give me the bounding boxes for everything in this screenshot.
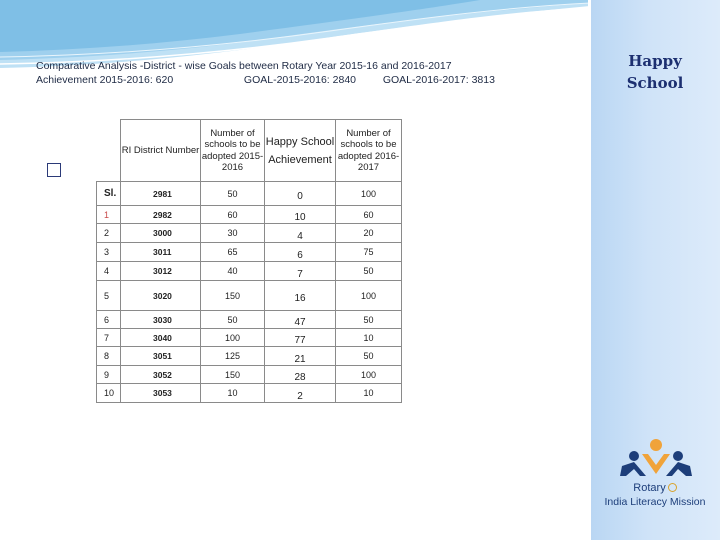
row-serial: 4 — [97, 262, 121, 281]
header-schools-2016: Number of schools to be adopted 2016-2017 — [336, 120, 402, 182]
rotary-wordmark — [594, 482, 716, 494]
row-district: 3040 — [121, 329, 201, 347]
table-row — [97, 347, 402, 366]
row-district: 3053 — [121, 384, 201, 403]
panel-title-line1: Happy — [628, 52, 682, 70]
rotary-label: Rotary — [633, 482, 666, 494]
row-serial: 5 — [97, 281, 121, 311]
heading-goals-line — [36, 73, 495, 87]
row-serial: 7 — [97, 329, 121, 347]
row-goal-2015: 60 — [201, 206, 265, 224]
district-goals-table-container — [96, 119, 401, 402]
row-goal-2016: 10 — [336, 384, 402, 403]
row-district: 3000 — [121, 224, 201, 243]
row-serial: 9 — [97, 366, 121, 384]
row-goal-2015: 30 — [201, 224, 265, 243]
row-goal-2015: 65 — [201, 243, 265, 262]
panel-divider — [588, 0, 591, 540]
district-goals-table — [96, 119, 402, 403]
row-goal-2015: 50 — [201, 311, 265, 329]
literacy-mission-figures-icon — [616, 438, 696, 482]
row-serial: 6 — [97, 311, 121, 329]
table-row — [97, 182, 402, 206]
row-achievement: 77 — [265, 329, 336, 347]
row-goal-2016: 60 — [336, 206, 402, 224]
row-district: 3051 — [121, 347, 201, 366]
row-achievement: 47 — [265, 311, 336, 329]
row-serial: Sl. — [97, 182, 121, 206]
row-district: 3012 — [121, 262, 201, 281]
row-goal-2016: 100 — [336, 182, 402, 206]
row-achievement: 10 — [265, 206, 336, 224]
goal-2015-summary: GOAL-2015-2016: 2840 — [243, 74, 357, 86]
row-achievement: 0 — [265, 182, 336, 206]
row-achievement: 21 — [265, 347, 336, 366]
header-blank — [97, 120, 121, 182]
row-goal-2015: 125 — [201, 347, 265, 366]
row-achievement: 4 — [265, 224, 336, 243]
table-row — [97, 262, 402, 281]
slide-heading — [36, 59, 495, 87]
row-goal-2015: 100 — [201, 329, 265, 347]
row-goal-2016: 50 — [336, 262, 402, 281]
rotary-literacy-logo — [594, 438, 716, 518]
heading-title: Comparative Analysis -District - wise Goals between Rotary Year 2015-16 and 2016-2017 — [36, 60, 452, 72]
row-goal-2016: 100 — [336, 281, 402, 311]
row-serial: 1 — [97, 206, 121, 224]
row-district: 3011 — [121, 243, 201, 262]
table-row — [97, 311, 402, 329]
table-row — [97, 206, 402, 224]
table-row — [97, 384, 402, 403]
row-goal-2016: 100 — [336, 366, 402, 384]
row-achievement: 6 — [265, 243, 336, 262]
row-goal-2016: 10 — [336, 329, 402, 347]
row-serial: 8 — [97, 347, 121, 366]
row-goal-2015: 150 — [201, 281, 265, 311]
header-district: RI District Number — [121, 120, 201, 182]
rotary-wheel-icon — [668, 483, 677, 492]
row-goal-2016: 50 — [336, 311, 402, 329]
row-goal-2015: 40 — [201, 262, 265, 281]
row-district: 3030 — [121, 311, 201, 329]
row-achievement: 7 — [265, 262, 336, 281]
happy-school-title — [590, 50, 720, 94]
table-row — [97, 366, 402, 384]
row-district: 2982 — [121, 206, 201, 224]
table-row — [97, 329, 402, 347]
table-header-row — [97, 120, 402, 182]
header-achievement: Happy School Achievement — [265, 120, 336, 182]
achievement-summary: Achievement 2015-2016: 620 — [36, 74, 174, 86]
row-goal-2015: 50 — [201, 182, 265, 206]
table-row — [97, 243, 402, 262]
row-goal-2015: 150 — [201, 366, 265, 384]
row-achievement: 2 — [265, 384, 336, 403]
row-achievement: 28 — [265, 366, 336, 384]
row-goal-2015: 10 — [201, 384, 265, 403]
row-serial: 3 — [97, 243, 121, 262]
panel-title-line2: School — [626, 74, 684, 92]
square-bullet-icon — [47, 163, 61, 177]
row-goal-2016: 20 — [336, 224, 402, 243]
row-district: 2981 — [121, 182, 201, 206]
table-row — [97, 224, 402, 243]
row-serial: 2 — [97, 224, 121, 243]
row-goal-2016: 50 — [336, 347, 402, 366]
header-schools-2015: Number of schools to be adopted 2015-2016 — [201, 120, 265, 182]
goal-2016-summary: GOAL-2016-2017: 3813 — [382, 74, 495, 86]
row-achievement: 16 — [265, 281, 336, 311]
row-serial: 10 — [97, 384, 121, 403]
table-row — [97, 281, 402, 311]
literacy-mission-label: India Literacy Mission — [604, 496, 706, 508]
row-district: 3020 — [121, 281, 201, 311]
row-goal-2016: 75 — [336, 243, 402, 262]
row-district: 3052 — [121, 366, 201, 384]
